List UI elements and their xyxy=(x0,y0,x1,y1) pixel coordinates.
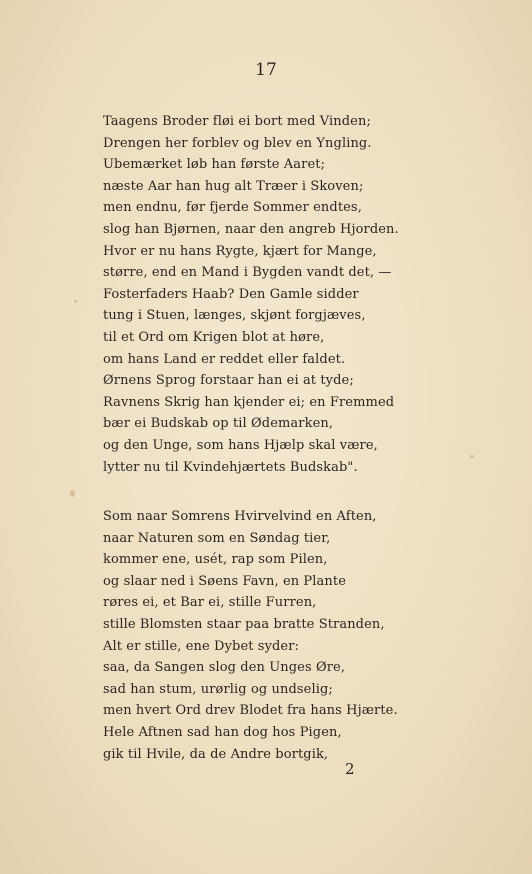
verse-line: Ubemærket løb han første Aaret; xyxy=(103,157,326,173)
verse-line: Hele Aftnen sad han dog hos Pigen, xyxy=(103,724,342,740)
verse-line: og den Unge, som hans Hjælp skal være, xyxy=(103,437,378,453)
verse-line: saa, da Sangen slog den Unges Øre, xyxy=(103,660,346,676)
paper-speck xyxy=(70,490,75,497)
verse-line: kommer ene, usét, rap som Pilen, xyxy=(103,552,328,568)
verse-line: Ørnens Sprog forstaar han ei at tyde; xyxy=(103,373,354,389)
verse-line: stille Blomsten staar paa bratte Stranden, xyxy=(103,616,385,632)
verse-line: men endnu, før fjerde Sommer endtes, xyxy=(103,200,362,216)
paper-speck xyxy=(470,455,474,458)
stanza xyxy=(103,111,399,478)
verse-line: Taagens Broder fløi ei bort med Vinden; xyxy=(103,114,371,129)
verse-line: Hvor er nu hans Rygte, kjært for Mange, xyxy=(103,243,377,259)
verse-line: men hvert Ord drev Blodet fra hans Hjærte. xyxy=(103,703,398,719)
verse-line: Som naar Somrens Hvirvelvind en Aften, xyxy=(103,509,377,524)
verse-line: større, end en Mand i Bygden vandt det, — xyxy=(103,265,392,281)
verse-line: Alt er stille, ene Dybet syder: xyxy=(103,638,300,654)
stanza xyxy=(103,506,398,765)
verse-line: om hans Land er reddet eller faldet. xyxy=(103,351,346,367)
signature-mark: 2 xyxy=(345,760,355,778)
verse-line: bær ei Budskab op til Ødemarken, xyxy=(103,416,334,432)
verse-line: røres ei, et Bar ei, stille Furren, xyxy=(103,595,317,611)
verse-line: tung i Stuen, længes, skjønt forgjæves, xyxy=(103,308,366,324)
page-number: 17 xyxy=(255,60,277,80)
verse-line: Drengen her forblev og blev en Yngling. xyxy=(103,135,372,151)
paper-speck xyxy=(74,300,77,303)
verse-line: Ravnens Skrig han kjender ei; en Fremmed xyxy=(103,394,395,410)
verse-line: slog han Bjørnen, naar den angreb Hjorden. xyxy=(103,221,399,237)
verse-line: Fosterfaders Haab? Den Gamle sidder xyxy=(103,286,359,302)
verse-line: lytter nu til Kvindehjærtets Budskab". xyxy=(103,459,358,475)
verse-line: sad han stum, urørlig og undselig; xyxy=(103,681,333,697)
verse-line: gik til Hvile, da de Andre bortgik, xyxy=(103,746,329,762)
verse-line: til et Ord om Krigen blot at høre, xyxy=(103,329,325,345)
verse-line: naar Naturen som en Søndag tier, xyxy=(103,530,331,546)
verse-line: næste Aar han hug alt Træer i Skoven; xyxy=(103,178,364,194)
verse-line: og slaar ned i Søens Favn, en Plante xyxy=(103,573,346,589)
